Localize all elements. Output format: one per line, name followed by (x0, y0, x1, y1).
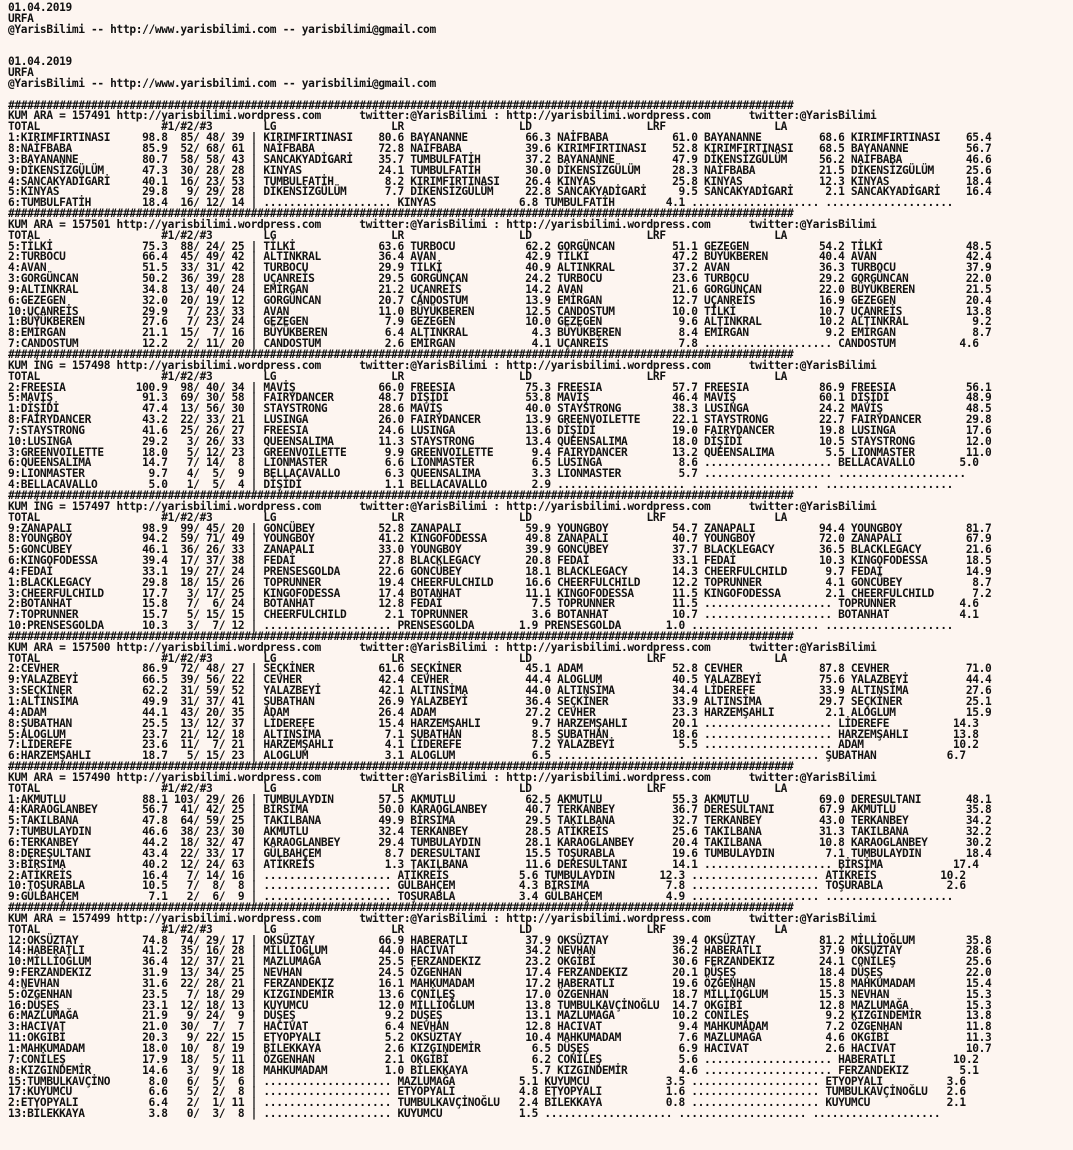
result-row: 6:KINGOFODESSA 39.4 17/ 37/ 38 | FEDAİ 27.8 BLACKLEGACY 20.8 FEDAİ 33.1 FEDAİ 10.3 KINGOFODESSA 18.5 (8, 554, 992, 568)
result-row: 7:TOPRUNNER 15.7 5/ 15/ 15 | CHEERFULCHILD 2.1 TOPRUNNER 3.6 BOTANHAT 10.7 .................... BOTANHAT 4.1 (8, 608, 979, 622)
column-headers: TOTAL #1/#2/#3 LG LR LD LRF LA (8, 651, 788, 665)
result-row: 6:TUMBULFATİH 18.4 16/ 12/ 14 | .................... KINYAS 6.8 TUMBULFATİH 4.1 .................... .................... (8, 196, 954, 210)
result-row: 12:OKSÜZTAY 74.8 74/ 29/ 17 | OKSÜZTAY 66.9 HABERATLI 37.9 OKSÜZTAY 39.4 OKSÜZTAY 81.2 MİLLİOĞLUM 35.8 (8, 933, 992, 947)
result-row: 17:KUYUMCU 6.6 5/ 2/ 8 | .................... ETYOPYALI 4.8 ETYOPYALI 1.6 .................... TUMBULKAVÇİNOĞLU 2.6 (8, 1085, 966, 1099)
race-title: KUM ARA = 157491 http://yarisbilimi.wordpress.com twitter:@YarisBilimi : http://yarisbilimi.wordpress.com twitter:@YarisBilimi (8, 109, 877, 123)
result-row: 1:KIRIMFIRTINASI 98.8 85/ 48/ 39 | KIRIMFIRTINASI 80.6 BAYANANNE 66.3 NAİFBABA 61.0 BAYANANNE 68.6 KIRIMFIRTINASI 65.4 (8, 131, 992, 145)
race-title: KUM ARA = 157499 http://yarisbilimi.wordpress.com twitter:@YarisBilimi : http://yarisbilimi.wordpress.com twitter:@YarisBilimi (8, 911, 877, 925)
result-row: 8:ŞUBATHAN 25.5 13/ 12/ 37 | LİDEREFE 15.4 HARZEMŞAHLI 9.7 HARZEMŞAHLI 20.1 .................... LİDEREFE 14.3 (8, 716, 979, 730)
result-row: 8:FAIRYDANCER 43.2 22/ 33/ 21 | LUSINGA 26.0 FAIRYDANCER 13.9 GREENVOILETTE 22.1 STAYSTRONG 22.7 FAIRYDANCER 29.8 (8, 413, 992, 427)
result-row: 14:HABERATLI 41.2 35/ 16/ 28 | MİLLİOĞLUM 44.0 HACIVAT 34.2 NEVHAN 36.2 HABERATLI 37.9 OKSÜZTAY 28.6 (8, 944, 992, 958)
result-row: 10:UÇANREİS 29.9 7/ 23/ 33 | AVAN 11.0 BÜYÜKBEREN 12.5 CANDOSTUM 10.0 TİLKİ 10.7 UÇANREİS 13.8 (8, 304, 992, 318)
result-row: 9:GÜLBAHÇEM 7.1 2/ 6/ 9 | .................... TOŞURABLA 3.4 GÜLBAHÇEM 4.9 .................... .................... (8, 890, 954, 904)
result-row: 4:SANCAKYADİGARİ 40.1 16/ 23/ 53 | TUMBULFATİH 8.2 KIRIMFIRTINASI 26.4 KINYAS 25.8 KINYAS 12.3 KINYAS 18.4 (8, 174, 992, 188)
result-row: 5:GONCÜBEY 46.1 36/ 26/ 33 | ZANAPALI 33.0 YOUNGBOY 39.9 GONCÜBEY 37.7 BLACKLEGACY 36.5 BLACKLEGACY 21.6 (8, 543, 992, 557)
result-row: 10:PRENSESGOLDA 10.3 3/ 7/ 12 | .................... PRENSESGOLDA 1.9 PRENSESGOLDA 1.0 .................... .................... (8, 619, 954, 633)
result-row: 1:BÜYÜKBEREN 27.6 7/ 23/ 24 | GEZEGEN 7.9 GEZEGEN 10.0 GEZEGEN 9.6 ALTINKRAL 10.2 ALTINKRAL 9.2 (8, 315, 992, 329)
result-row: 6:QUEENSALIMA 14.7 7/ 14/ 8 | LIONMASTER 6.6 LIONMASTER 6.5 LUSINGA 8.6 .................... BELLACAVALLO 5.0 (8, 456, 979, 470)
separator-line: ########################################################################################################################### (8, 207, 794, 221)
result-row: 9:ZANAPALI 98.9 99/ 45/ 20 | GONCÜBEY 52.8 ZANAPALI 59.9 YOUNGBOY 54.7 ZANAPALI 94.4 YOUNGBOY 81.7 (8, 521, 992, 535)
result-row: 4:KARAOGLANBEY 56.7 41/ 42/ 25 | BİRSİMA 50.0 KARAOGLANBEY 40.7 TERKANBEY 36.7 DERESULTANI 67.9 AKMUTLU 35.8 (8, 803, 992, 817)
result-row: 2:ETYOPYALI 6.4 2/ 1/ 11 | .................... TUMBULKAVÇİNOĞLU 2.4 BİLEKKAYA 0.8 .................... KUYUMCU 2.1 (8, 1096, 966, 1110)
result-row: 5:TİLKİ 75.3 88/ 24/ 25 | TİLKİ 63.6 TURBOCU 62.2 GORGÜNCAN 51.1 GEZEGEN 54.2 TİLKİ 48.5 (8, 239, 992, 253)
column-headers: TOTAL #1/#2/#3 LG LR LD LRF LA (8, 120, 788, 134)
result-row: 3:HACIVAT 21.0 30/ 7/ 7 | HACIVAT 6.4 NEVHAN 12.8 HACIVAT 9.4 MAHKUMADAM 7.2 ÖZGENHAN 11.8 (8, 1020, 992, 1034)
result-row: 8:KIZGINDEMİR 14.6 3/ 9/ 18 | MAHKUMADAM 1.0 BİLEKKAYA 5.7 KIZGINDEMİR 4.6 .................... FERZANDEKIZ 5.1 (8, 1063, 979, 1077)
result-row: 5:KINYAS 29.8 9/ 29/ 28 | DİKENSİZGÜLÜM 7.7 DİKENSİZGÜLÜM 22.8 SANCAKYADİGARİ 9.5 SANCAKYADİGARİ 2.1 SANCAKYADİGARİ 16.4 (8, 185, 992, 199)
column-headers: TOTAL #1/#2/#3 LG LR LD LRF LA (8, 781, 788, 795)
race-report (8, 3, 991, 1120)
result-row: 2:BOTANHAT 15.8 7/ 6/ 24 | BOTANHAT 12.8 FEDAİ 7.5 TOPRUNNER 11.5 .................... TOPRUNNER 4.6 (8, 597, 979, 611)
result-row: 6:TERKANBEY 44.2 18/ 32/ 47 | KARAOGLANBEY 29.4 TUMBULAYDIN 28.1 KARAOGLANBEY 20.4 TAKILBANA 10.8 KARAOGLANBEY 30.2 (8, 835, 992, 849)
result-row: 7:STAYSTRONG 41.6 25/ 26/ 27 | FREESIA 24.6 LUSINGA 13.6 DİŞİDİ 19.0 FAIRYDANCER 19.8 LUSINGA 17.6 (8, 423, 992, 437)
result-row: 5:ÖZGENHAN 23.5 7/ 18/ 29 | KIZGINDEMİR 13.6 CONİLEŞ 17.0 ÖZGENHAN 18.7 MİLLİOĞLUM 15.3 NEVHAN 15.3 (8, 987, 992, 1001)
header-line (8, 46, 991, 57)
race-title: KUM ARA = 157501 http://yarisbilimi.wordpress.com twitter:@YarisBilimi : http://yarisbilimi.wordpress.com twitter:@YarisBilimi (8, 217, 877, 231)
result-row: 7:CONİLEŞ 17.9 18/ 5/ 11 | ÖZGENHAN 2.1 OKGİBİ 6.2 CONİLEŞ 5.6 .................... HABERATLI 10.2 (8, 1052, 979, 1066)
result-row: 6:HARZEMŞAHLI 18.7 5/ 15/ 23 | ALOGLUM 3.1 ALOGLUM 6.5 .................... .................... ŞUBATHAN 6.7 (8, 749, 966, 763)
result-row: 4:AVAN 51.5 33/ 31/ 42 | TURBOCU 29.9 TİLKİ 40.9 ALTINKRAL 37.2 AVAN 36.3 TURBOCU 37.9 (8, 261, 992, 275)
result-row: 1:MAHKUMADAM 18.0 10/ 8/ 19 | BİLEKKAYA 2.6 KIZGINDEMİR 6.5 DÜŞEŞ 6.9 HACIVAT 2.6 HACIVAT 10.7 (8, 1042, 992, 1055)
result-row: 2:FREESIA 100.9 98/ 40/ 34 | MAVİŞ 66.0 FREESIA 75.3 FREESIA 57.7 FREESIA 86.9 FREESIA 56.1 (8, 380, 992, 394)
result-row: 10:TOŞURABLA 10.5 7/ 8/ 8 | .................... GÜLBAHÇEM 4.3 BİRSİMA 7.8 .................... TOŞURABLA 2.6 (8, 879, 966, 893)
result-row: 4:FEDAİ 33.1 19/ 27/ 24 | PRENSESGOLDA 22.6 GONCÜBEY 18.1 BLACKLEGACY 14.3 CHEERFULCHILD 9.7 FEDAİ 14.9 (8, 564, 992, 578)
result-row: 2:TURBOCU 66.4 45/ 49/ 42 | ALTINKRAL 36.4 AVAN 42.9 TİLKİ 47.2 BÜYÜKBEREN 40.4 AVAN 42.4 (8, 250, 992, 264)
result-row: 8:NAİFBABA 85.9 52/ 68/ 61 | NAİFBABA 72.8 NAİFBABA 39.6 KIRIMFIRTINASI 52.8 KIRIMFIRTINASI 68.5 BAYANANNE 56.7 (8, 141, 992, 155)
result-row: 9:ALTINKRAL 34.8 13/ 40/ 24 | EMİRGAN 21.2 UÇANREİS 14.2 AVAN 21.6 GORGÜNCAN 22.0 BÜYÜKBEREN 21.5 (8, 282, 992, 296)
header-line: @YarisBilimi -- http://www.yarisbilimi.com -- yarisbilimi@gmail.com (8, 22, 436, 36)
result-row: 2:ATİKREİS 16.4 7/ 14/ 16 | .................... ATİKREİS 5.6 TUMBULAYDIN 12.3 .................... ATİKREİS 10.2 (8, 868, 966, 882)
result-row: 5:MAVİŞ 91.3 69/ 30/ 58 | FAIRYDANCER 48.7 DİŞİDİ 53.8 MAVİŞ 46.4 MAVİŞ 60.1 DİŞİDİ 48.9 (8, 391, 992, 405)
result-row: 10:LUSINGA 29.2 3/ 26/ 33 | QUEENSALIMA 11.3 STAYSTRONG 13.4 QUEENSALIMA 18.0 DİŞİDİ 10.5 STAYSTRONG 12.0 (8, 434, 992, 448)
result-row: 6:GEZEGEN 32.0 20/ 19/ 12 | GORGÜNCAN 20.7 CANDOSTUM 13.9 EMİRGAN 12.7 UÇANREİS 16.9 GEZEGEN 20.4 (8, 293, 992, 307)
result-row: 10:MİLLİOĞLUM 36.4 12/ 37/ 21 | MAZLUMAĞA 25.5 FERZANDEKIZ 23.2 OKGİBİ 30.6 FERZANDEKIZ 24.1 CONİLEŞ 25.6 (8, 955, 992, 969)
result-row: 3:CHEERFULCHILD 17.7 3/ 17/ 25 | KINGOFODESSA 17.4 BOTANHAT 11.1 KINGOFODESSA 11.5 KINGOFODESSA 2.1 CHEERFULCHILD 7.2 (8, 586, 992, 600)
result-row: 1:AKMUTLU 88.1 103/ 29/ 26 | TUMBULAYDIN 57.5 AKMUTLU 62.5 AKMUTLU 55.3 AKMUTLU 69.0 DERESULTANI 48.1 (8, 792, 992, 806)
result-row: 5:TAKILBANA 47.8 64/ 59/ 25 | TAKILBANA 49.9 BİRSİMA 29.5 TAKILBANA 32.7 TERKANBEY 43.0 TERKANBEY 34.2 (8, 814, 992, 828)
result-row: 9:DİKENSİZGÜLÜM 47.3 30/ 28/ 28 | KINYAS 24.1 TUMBULFATİH 30.0 DİKENSİZGÜLÜM 28.3 NAİFBABA 21.5 DİKENSİZGÜLÜM 25.6 (8, 163, 992, 177)
header-line: 01.04.2019 (8, 55, 72, 69)
header-line: URFA (8, 66, 34, 80)
result-row: 1:ALTINSİMA 49.9 31/ 37/ 41 | ŞUBATHAN 26.9 YALAZBEYİ 36.4 SEÇKİNER 33.9 ALTINSİMA 29.7 SEÇKİNER 25.1 (8, 695, 992, 708)
result-row: 3:GREENVOILETTE 18.0 5/ 12/ 23 | GREENVOILETTE 9.9 GREENVOILETTE 9.4 FAIRYDANCER 13.2 QUEENSALIMA 5.5 LIONMASTER 11.0 (8, 445, 992, 459)
separator-line: ########################################################################################################################### (8, 98, 794, 112)
result-row: 3:GORGÜNCAN 50.2 36/ 39/ 28 | UÇANREİS 29.5 GORGÜNCAN 24.2 TURBOCU 23.6 TURBOCU 29.2 GORGÜNCAN 22.0 (8, 272, 992, 286)
result-row: 9:LIONMASTER 9.7 4/ 5/ 9 | BELLACAVALLO 6.3 QUEENSALIMA 3.3 LIONMASTER 5.7 .................... .................... (8, 467, 966, 481)
result-row: 4:ADAM 44.1 43/ 20/ 35 | ADAM 26.4 ADAM 27.2 CEVHER 23.3 HARZEMŞAHLI 2.1 ALOGLUM 15.9 (8, 705, 992, 719)
result-row: 13:BİLEKKAYA 3.8 0/ 3/ 8 | .................... KUYUMCU 1.5 .................... .................... .................... (8, 1107, 941, 1121)
result-row: 3:BİRSİMA 40.2 12/ 24/ 63 | ATİKREİS 1.3 TAKILBANA 11.6 DERESULTANI 14.1 .................... BİRSİMA 17.4 (8, 857, 979, 871)
result-row: 4:BELLACAVALLO 5.0 1/ 5/ 4 | DİŞİDİ 1.1 BELLACAVALLO 2.9 .................... .................... .................... (8, 478, 954, 492)
result-row: 7:TUMBULAYDIN 46.6 38/ 23/ 30 | AKMUTLU 32.4 TERKANBEY 28.5 ATİKREİS 25.6 TAKILBANA 31.3 TAKILBANA 32.2 (8, 825, 992, 839)
header-line: @YarisBilimi -- http://www.yarisbilimi.com -- yarisbilimi@gmail.com (8, 76, 436, 90)
column-headers: TOTAL #1/#2/#3 LG LR LD LRF LA (8, 369, 788, 383)
result-row: 9:YALAZBEYİ 66.5 39/ 56/ 22 | CEVHER 42.4 CEVHER 44.4 ALOGLUM 40.5 YALAZBEYİ 75.6 YALAZBEYİ 44.4 (8, 673, 992, 687)
result-row: 5:ALOGLUM 23.7 21/ 12/ 18 | ALTINSİMA 7.1 ŞUBATHAN 8.5 ŞUBATHAN 18.6 .................... HARZEMŞAHLI 13.8 (8, 727, 979, 741)
race-title: KUM ARA = 157490 http://yarisbilimi.wordpress.com twitter:@YarisBilimi : http://yarisbilimi.wordpress.com twitter:@YarisBilimi (8, 770, 877, 784)
separator-line: ########################################################################################################################### (8, 488, 794, 502)
header-line: 01.04.2019 (8, 1, 72, 14)
result-row: 6:MAZLUMAĞA 21.9 9/ 24/ 9 | DÜŞEŞ 9.2 DÜŞEŞ 13.1 MAZLUMAĞA 10.2 CONİLEŞ 9.2 KIZGINDEMİR 13.8 (8, 1009, 992, 1023)
separator-line: ########################################################################################################################### (8, 901, 794, 915)
header-line: URFA (8, 11, 34, 25)
result-row: 8:EMİRGAN 21.1 15/ 7/ 16 | BÜYÜKBEREN 6.4 ALTINKRAL 4.3 BÜYÜKBEREN 8.4 EMİRGAN 9.2 EMİRGAN 8.7 (8, 326, 992, 340)
result-row: 4:NEVHAN 31.6 22/ 28/ 21 | FERZANDEKIZ 16.1 MAHKUMADAM 17.2 HABERATLI 19.6 ÖZGENHAN 15.8 MAHKUMADAM 15.4 (8, 976, 992, 990)
race-title: KUM İNG = 157498 http://yarisbilimi.wordpress.com twitter:@YarisBilimi : http://yarisbilimi.wordpress.com twitter:@YarisBilimi (8, 358, 877, 372)
column-headers: TOTAL #1/#2/#3 LG LR LD LRF LA (8, 922, 788, 936)
header-line (8, 36, 991, 47)
race-title: KUM ARA = 157500 http://yarisbilimi.wordpress.com twitter:@YarisBilimi : http://yarisbilimi.wordpress.com twitter:@YarisBilimi (8, 640, 877, 654)
result-row: 3:SEÇKİNER 62.2 31/ 59/ 52 | YALAZBEYİ 42.1 ALTINSİMA 44.0 ALTINSİMA 34.4 LİDEREFE 33.9 ALTINSİMA 27.6 (8, 684, 992, 698)
result-row: 2:CEVHER 86.9 72/ 48/ 27 | SEÇKİNER 61.6 SEÇKİNER 45.1 ADAM 52.8 CEVHER 87.8 CEVHER 71.0 (8, 662, 992, 676)
separator-line: ########################################################################################################################### (8, 348, 794, 361)
column-headers: TOTAL #1/#2/#3 LG LR LD LRF LA (8, 510, 788, 524)
result-row: 1:BLACKLEGACY 29.8 18/ 15/ 26 | TOPRUNNER 19.4 CHEERFULCHILD 16.6 CHEERFULCHILD 12.2 TOPRUNNER 4.1 GONCÜBEY 8.7 (8, 575, 992, 589)
result-row: 7:LİDEREFE 23.6 11/ 7/ 21 | HARZEMŞAHLI 4.1 LİDEREFE 7.2 YALAZBEYİ 5.5 .................... ADAM 10.2 (8, 738, 979, 752)
column-headers: TOTAL #1/#2/#3 LG LR LD LRF LA (8, 228, 788, 242)
separator-line: ########################################################################################################################### (8, 760, 794, 774)
separator-line: ########################################################################################################################### (8, 629, 794, 643)
race-title: KUM İNG = 157497 http://yarisbilimi.wordpress.com twitter:@YarisBilimi : http://yarisbilimi.wordpress.com twitter:@YarisBilimi (8, 499, 877, 513)
result-row: 7:CANDOSTUM 12.2 2/ 11/ 20 | CANDOSTUM 2.6 EMİRGAN 4.1 UÇANREİS 7.8 .................... CANDOSTUM 4.6 (8, 337, 979, 351)
result-row: 3:BAYANANNE 80.7 58/ 58/ 43 | SANCAKYADİGARİ 35.7 TUMBULFATİH 37.2 BAYANANNE 47.9 DİKENSİZGÜLÜM 56.2 NAİFBABA 46.6 (8, 152, 992, 166)
result-row: 16:DÜŞEŞ 23.1 12/ 18/ 13 | KUYUMCU 12.0 MİLLİOĞLUM 13.8 TUMBULKAVÇİNOĞLU 14.7 OKGİBİ 12.8 MAZLUMAĞA 15.3 (8, 998, 992, 1012)
result-row: 1:DİŞİDİ 47.4 13/ 56/ 30 | STAYSTRONG 28.6 MAVİŞ 40.0 STAYSTRONG 38.3 LUSINGA 24.2 MAVİŞ 48.5 (8, 402, 992, 416)
result-row: 8:YOUNGBOY 94.2 59/ 71/ 49 | YOUNGBOY 41.2 KINGOFODESSA 49.8 ZANAPALI 40.7 YOUNGBOY 72.0 ZANAPALI 67.9 (8, 532, 992, 546)
result-row: 15:TUMBULKAVÇİNO 8.0 6/ 5/ 6 | .................... MAZLUMAĞA 5.1 KUYUMCU 3.5 .................... ETYOPYALI 3.6 (8, 1074, 966, 1088)
result-row: 11:OKGİBİ 20.3 9/ 22/ 15 | ETYOPYALI 5.2 OKSÜZTAY 10.4 MAHKUMADAM 7.6 MAZLUMAĞA 4.6 OKGİBİ 11.3 (8, 1031, 992, 1045)
result-row: 9:FERZANDEKIZ 31.9 13/ 34/ 25 | NEVHAN 24.5 ÖZGENHAN 17.4 FERZANDEKIZ 20.1 DÜŞEŞ 18.4 DÜŞEŞ 22.0 (8, 966, 992, 980)
result-row: 8:DERESULTANI 43.4 22/ 33/ 17 | GÜLBAHÇEM 8.7 DERESULTANI 15.5 TOŞURABLA 19.6 TUMBULAYDIN 7.1 TUMBULAYDIN 18.4 (8, 846, 992, 860)
